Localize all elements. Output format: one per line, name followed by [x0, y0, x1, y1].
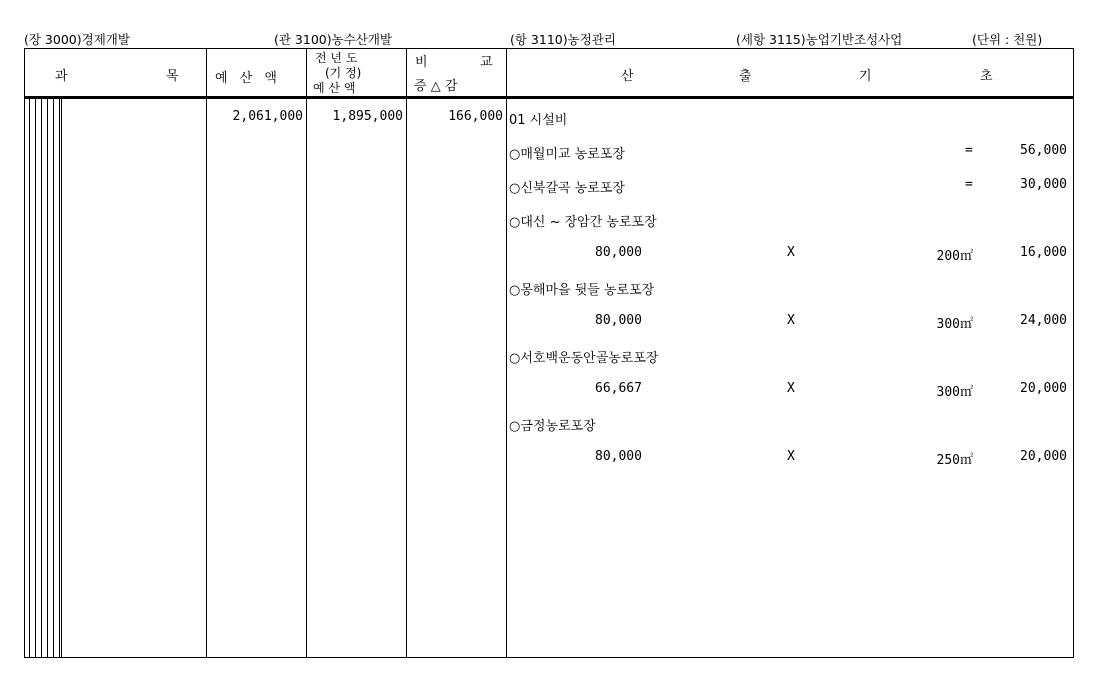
item-qty: 300㎡ [936, 385, 973, 400]
col-budget: 예 산 액 [215, 71, 281, 86]
item-eq: = [965, 177, 973, 192]
item-op: X [787, 313, 795, 328]
col-basis-3: 기 [859, 69, 872, 84]
item-op: X [787, 245, 795, 260]
col-cmp-b: 교 [480, 55, 493, 70]
col-basis-1: 산 [621, 69, 634, 84]
item-amount: 16,000 [1020, 245, 1067, 260]
item-amount: 24,000 [1020, 313, 1067, 328]
item-name: ○몽해마을 뒷들 농로포장 [509, 283, 655, 298]
col-prev-3: 예 산 액 [313, 81, 356, 95]
col-basis-4: 초 [980, 69, 993, 84]
code-line [29, 99, 30, 657]
diff-value: 166,000 [448, 109, 503, 124]
col-divider [406, 49, 407, 657]
code-line [35, 99, 36, 657]
code-line [61, 99, 62, 657]
col-mok: 목 [166, 69, 179, 84]
budget-value: 2,061,000 [232, 109, 303, 124]
hang-label: (항 3110)농정관리 [510, 32, 616, 47]
budget-table [24, 48, 1074, 658]
item-qty: 200㎡ [936, 249, 973, 264]
col-divider [206, 49, 207, 657]
code-line [47, 99, 48, 657]
item-unit-price: 80,000 [595, 449, 642, 464]
col-cmp-2: 증 △ 감 [414, 79, 458, 94]
col-prev-1: 전 년 도 [315, 51, 358, 65]
col-gwa: 과 [55, 69, 68, 84]
col-prev-2: (기 정) [325, 66, 362, 80]
item-name: ○대신 ~ 장암간 농로포장 [509, 215, 657, 230]
item-unit-price: 80,000 [595, 245, 642, 260]
item-name: ○매월미교 농로포장 [509, 147, 625, 162]
item-name: ○서호백운동안골농로포장 [509, 351, 659, 366]
header-divider [25, 96, 1073, 99]
item-amount: 56,000 [1020, 143, 1067, 158]
prev-budget-value: 1,895,000 [332, 109, 403, 124]
category-label: 01 시설비 [509, 113, 568, 128]
item-op: X [787, 381, 795, 396]
unit-label: (단위 : 천원) [972, 32, 1043, 47]
col-basis-2: 출 [739, 69, 752, 84]
item-unit-price: 66,667 [595, 381, 642, 396]
item-op: X [787, 449, 795, 464]
code-line [59, 99, 60, 657]
code-line [41, 99, 42, 657]
col-divider [306, 49, 307, 657]
item-eq: = [965, 143, 973, 158]
item-amount: 20,000 [1020, 381, 1067, 396]
col-divider [506, 49, 507, 657]
col-cmp-a: 비 [415, 55, 428, 70]
gwan-label: (관 3100)농수산개발 [274, 32, 392, 47]
item-amount: 20,000 [1020, 449, 1067, 464]
item-amount: 30,000 [1020, 177, 1067, 192]
item-name: ○신북갈곡 농로포장 [509, 181, 625, 196]
sehang-label: (세항 3115)농업기반조성사업 [736, 32, 903, 47]
code-line [53, 99, 54, 657]
item-qty: 250㎡ [936, 453, 973, 468]
jang-label: (장 3000)경제개발 [24, 32, 130, 47]
item-qty: 300㎡ [936, 317, 973, 332]
item-unit-price: 80,000 [595, 313, 642, 328]
item-name: ○금정농로포장 [509, 419, 596, 434]
